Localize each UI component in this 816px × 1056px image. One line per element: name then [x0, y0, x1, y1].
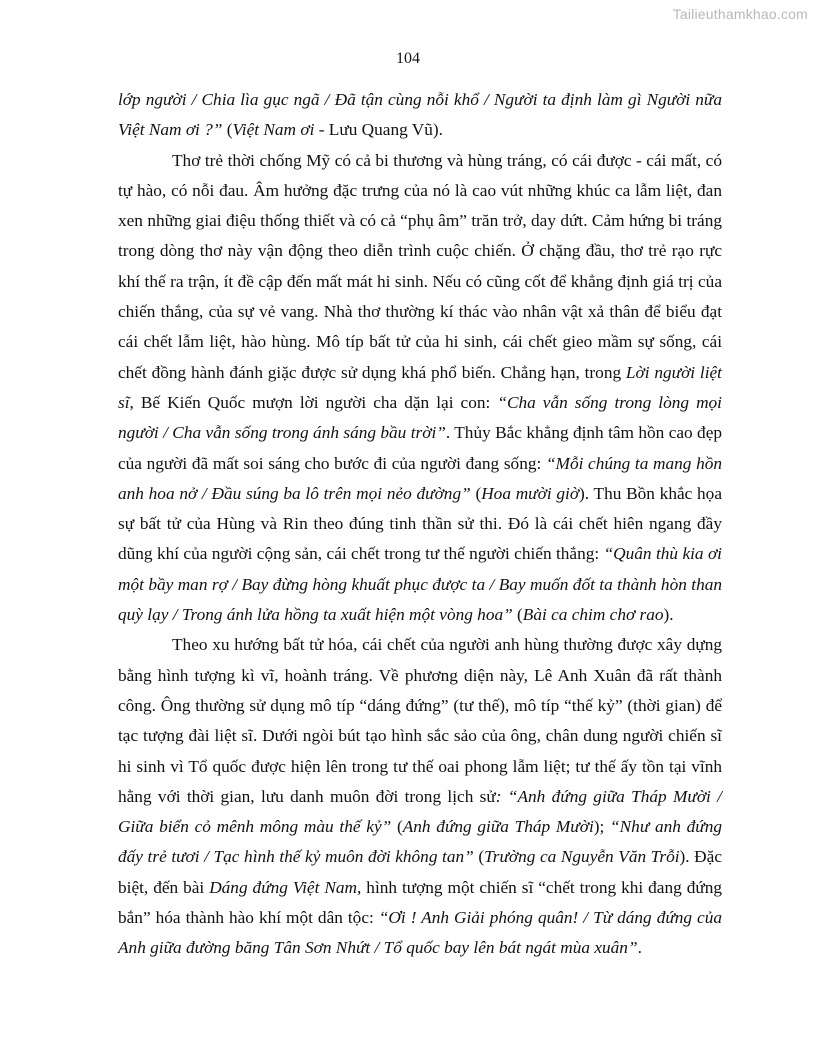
text-run: ( — [222, 120, 233, 140]
poem-title: Anh đứng giữa Tháp Mười — [402, 817, 594, 837]
poem-quote: : “Anh đứng giữa Tháp Mười / Giữa biển cỏ mênh mông màu thế kỷ” — [118, 786, 722, 837]
text-run: , hình tượng một chiến sĩ “chết trong khi đang đứng bắn” hóa thành hào khí một dân tộc: — [118, 877, 722, 928]
paragraph-young-poetry — [118, 146, 722, 631]
text-run: , Bế Kiến Quốc mượn lời người cha dặn lại con: — [129, 392, 498, 412]
poem-title: Bài ca chim chơ rao — [522, 605, 664, 625]
text-run: ); — [593, 817, 611, 837]
poem-title: Dáng đứng Việt Nam — [209, 877, 358, 897]
text-run: ( — [473, 847, 485, 867]
poem-quote: lớp người / Chia lìa gục ngã / Đã tận cùng nỗi khổ / Người ta định làm gì Người nữa Việt Nam ơi ?” — [118, 90, 722, 140]
text-run: ). Đặc biệt, đến bài — [118, 847, 722, 897]
poem-quote: “Quân thù kia ơi một bầy man rợ / Bay đừng hòng khuất phục được ta / Bay muốn đốt ta thành hòn than quỳ lạy / Trong ánh lửa hồng ta xuất hiện một vòng hoa” — [118, 544, 722, 625]
text-run: ). — [663, 605, 674, 625]
page-number: 104 — [396, 50, 420, 67]
text-run: ( — [391, 817, 403, 837]
poem-title: Hoa mười giờ — [481, 483, 580, 503]
text-run: Thơ trẻ thời chống Mỹ có cả bi thương và hùng tráng, có cái được - cái mất, có tự hào, có nỗi đau. Âm hưởng đặc trưng của nó là cao vút những khúc ca lẫm liệt, đan xen những giai điệu thống thiết và có cả “phụ âm” trăn trở, day dứt. Cảm hứng bi tráng trong dòng thơ này vận động theo diễn trình cuộc chiến. Ở chặng đầu, thơ trẻ rạo rực khí thế ra trận, ít đề cập đến mất mát hi sinh. Nếu có cũng cốt để khẳng định giá trị của chiến thắng, của sự vẻ vang. Nhà thơ thường kí thác vào nhân vật xả thân để biểu đạt cái chết lẫm liệt, hào hùng. Mô típ bất tử của hi sinh, cái chết gieo mầm sự sống, cái chết đồng hành đánh giặc được sử dụng khá phổ biến. Chẳng hạn, trong — [118, 150, 722, 382]
text-run: ( — [470, 483, 482, 503]
document-body — [118, 85, 722, 964]
poem-title: Lời người liệt sĩ — [118, 362, 722, 412]
text-run: . — [637, 938, 642, 958]
paragraph-immortalization — [118, 630, 722, 963]
poem-quote: “Mỗi chúng ta mang hồn anh hoa nở / Đầu súng ba lô trên mọi nẻo đường” — [118, 453, 722, 503]
poem-quote: “Cha vẫn sống trong lòng mọi người / Cha vẫn sống trong ánh sáng bầu trời” — [118, 392, 722, 443]
watermark-text: Tailieuthamkhao.com — [672, 6, 808, 22]
poem-quote: “Như anh đứng đấy trẻ tươi / Tạc hình thế kỷ muôn đời không tan” — [118, 817, 722, 867]
text-run: - Lưu Quang Vũ). — [314, 120, 443, 140]
poem-title: Việt Nam ơi — [232, 120, 315, 140]
text-run: ). Thu Bồn khắc họa sự bất tử của Hùng và Rin theo đúng tinh thần sử thi. Đó là cái chết hiên ngang đầy dũng khí của người cộng sản, cái chết trong tư thế người chiến thắng: — [118, 483, 722, 564]
poem-title: Trường ca Nguyễn Văn Trỗi — [484, 847, 680, 867]
text-run: Theo xu hướng bất tử hóa, cái chết của người anh hùng thường được xây dựng bằng hình tượng kì vĩ, hoành tráng. Về phương diện này, Lê Anh Xuân đã rất thành công. Ông thường sử dụng mô típ “dáng đứng” (tư thế), mô típ “thế kỷ” (thời gian) để tạc tượng đài liệt sĩ. Dưới ngòi bút tạo hình sắc sảo của ông, chân dung người chiến sĩ hi sinh vì Tổ quốc được hiện lên trong tư thế oai phong lẫm liệt; tư thế ấy tồn tại vĩnh hằng với thời gian, lưu danh muôn đời trong lịch sử — [118, 635, 722, 806]
poem-quote: “Ơi ! Anh Giải phóng quân! / Từ dáng đứng của Anh giữa đường băng Tân Sơn Nhứt / Tổ quốc bay lên bát ngát mùa xuân” — [118, 908, 722, 958]
paragraph-continued-quote — [118, 85, 722, 146]
text-run: . Thủy Bắc khẳng định tâm hồn cao đẹp của người đã mất soi sáng cho bước đi của người đang sống: — [118, 423, 723, 473]
text-run: ( — [512, 605, 523, 625]
